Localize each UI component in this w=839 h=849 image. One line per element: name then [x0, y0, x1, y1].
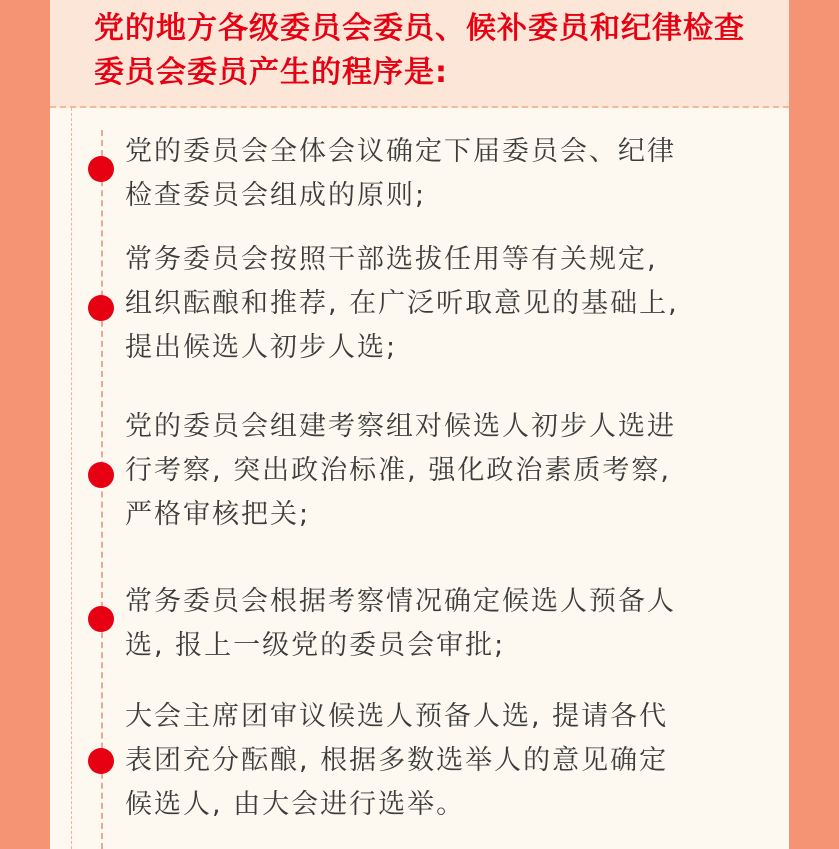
step-text — [125, 130, 765, 218]
step-line: 候选人, 由大会进行选举。 — [125, 789, 466, 820]
step-text — [125, 405, 765, 537]
step-line: 常务委员会根据考察情况确定候选人预备人 — [125, 586, 676, 617]
step-text — [125, 238, 765, 370]
step-line: 提出候选人初步人选; — [125, 332, 398, 363]
bullet-dot-icon — [88, 748, 114, 774]
step-line: 表团充分酝酿, 根据多数选举人的意见确定 — [125, 745, 669, 776]
bullet-dot-icon — [88, 462, 114, 488]
timeline-line — [101, 130, 103, 849]
step-text — [125, 580, 765, 668]
content-card — [50, 0, 789, 849]
title-banner — [50, 0, 789, 108]
bullet-dot-icon — [88, 156, 114, 182]
step-line: 行考察, 突出政治标准, 强化政治素质考察, — [125, 455, 671, 486]
step-line: 党的委员会全体会议确定下届委员会、纪律 — [125, 136, 676, 167]
step-line: 大会主席团审议候选人预备人选, 提请各代 — [125, 701, 669, 732]
side-dashed-border — [71, 108, 72, 849]
bullet-dot-icon — [88, 606, 114, 632]
step-line: 检查委员会组成的原则; — [125, 180, 427, 211]
step-line: 常务委员会按照干部选拔任用等有关规定, — [125, 244, 658, 275]
step-line: 组织酝酿和推荐, 在广泛听取意见的基础上, — [125, 288, 679, 319]
step-line: 严格审核把关; — [125, 499, 311, 530]
step-line: 党的委员会组建考察组对候选人初步人选进 — [125, 411, 676, 442]
step-line: 选, 报上一级党的委员会审批; — [125, 630, 506, 661]
title-line-2: 委员会委员产生的程序是: — [94, 55, 448, 90]
title-line-1: 党的地方各级委员会委员、候补委员和纪律检查 — [94, 11, 745, 46]
bullet-dot-icon — [88, 295, 114, 321]
step-text — [125, 695, 765, 827]
